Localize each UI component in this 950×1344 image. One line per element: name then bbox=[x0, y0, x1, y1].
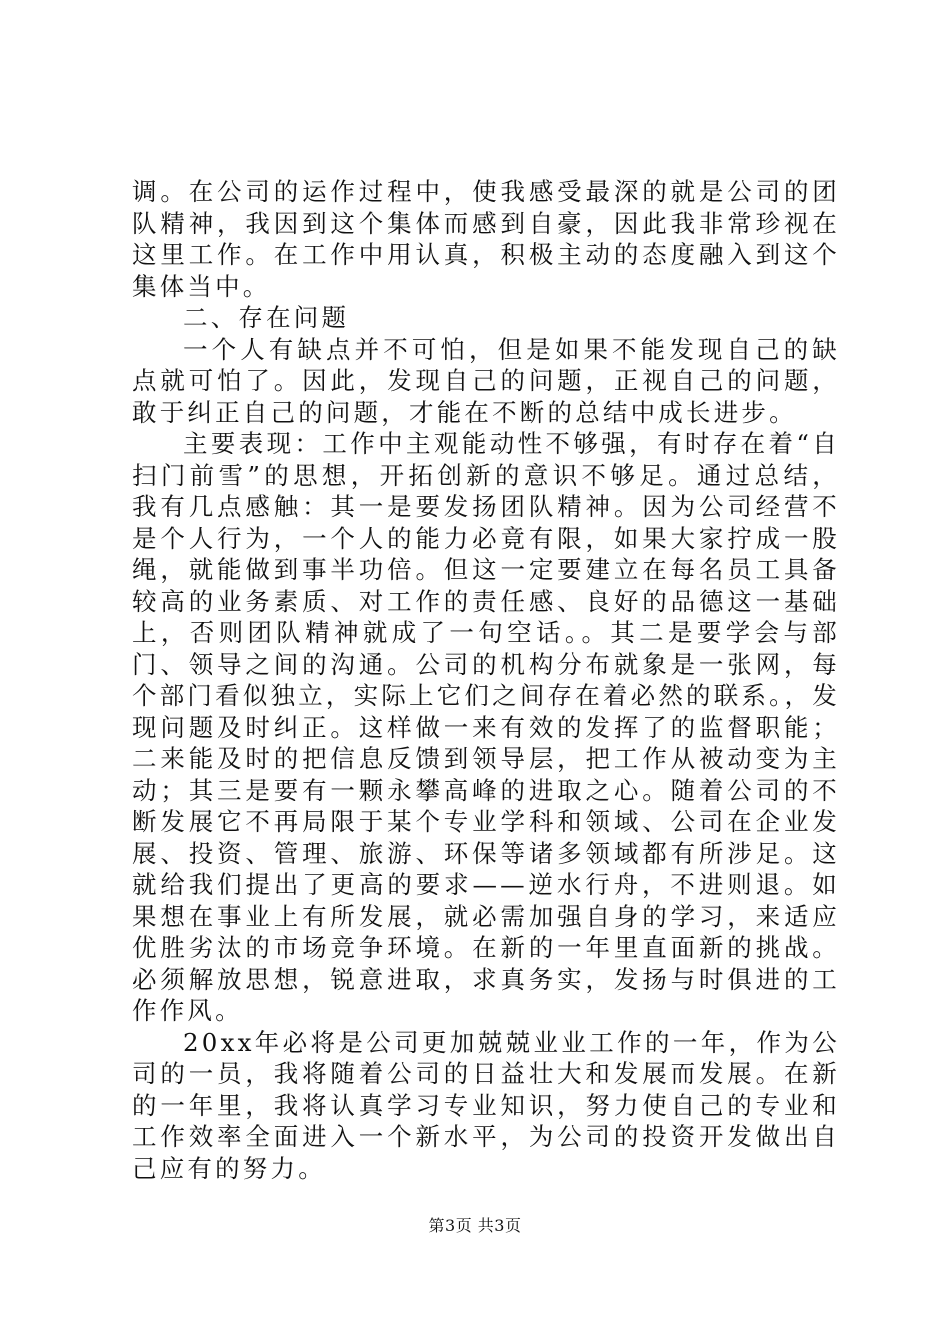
paragraph-continuation: 调。在公司的运作过程中，使我感受最深的就是公司的团队精神，我因到这个集体而感到自豪，因此我非常珍视在这里工作。在工作中用认真，积极主动的态度融入到这个集体当中。 bbox=[132, 177, 840, 301]
paragraph: 主要表现：工作中主观能动性不够强，有时存在着“自扫门前雪”的思想，开拓创新的意识不够足。通过总结，我有几点感触：其一是要发扬团队精神。因为公司经营不是个人行为，一个人的能力必竟有限，如果大家拧成一股绳，就能做到事半功倍。但这一定要建立在每名员工具备较高的业务素质、对工作的责任感、良好的品德这一基础上，否则团队精神就成了一句空话。。其二是要学会与部门、领导之间的沟通。公司的机构分布就象是一张网，每个部门看似独立，实际上它们之间存在着必然的联系。，发现问题及时纠正。这样做一来有效的发挥了的监督职能；二来能及时的把信息反馈到领导层，把工作从被动变为主动；其三是要有一颗永攀高峰的进取之心。随着公司的不断发展它不再局限于某个专业学科和领域、公司在企业发展、投资、管理、旅游、环保等诸多领域都有所涉足。这就给我们提出了更高的要求——逆水行舟，不进则退。如果想在事业上有所发展，就必需加强自身的学习，来适应优胜劣汰的市场竞争环境。在新的一年里直面新的挑战。必须解放思想，锐意进取，求真务实，发扬与时俱进的工作作风。 bbox=[132, 429, 840, 1025]
page-number-footer: 第3页 共3页 bbox=[428, 1216, 522, 1235]
paragraph: 20xx年必将是公司更加兢兢业业工作的一年，作为公司的一员，我将随着公司的日益壮大和发展而发展。在新的一年里，我将认真学习专业知识，努力使自己的专业和工作效率全面进入一个新水平，为公司的投资开发做出自己应有的努力。 bbox=[132, 1027, 840, 1183]
paragraph: 一个人有缺点并不可怕，但是如果不能发现自己的缺点就可怕了。因此，发现自己的问题，正视自己的问题，敢于纠正自己的问题，才能在不断的总结中成长进步。 bbox=[132, 334, 840, 427]
section-heading: 二、存在问题 bbox=[183, 303, 350, 332]
document-body bbox=[132, 176, 840, 1184]
